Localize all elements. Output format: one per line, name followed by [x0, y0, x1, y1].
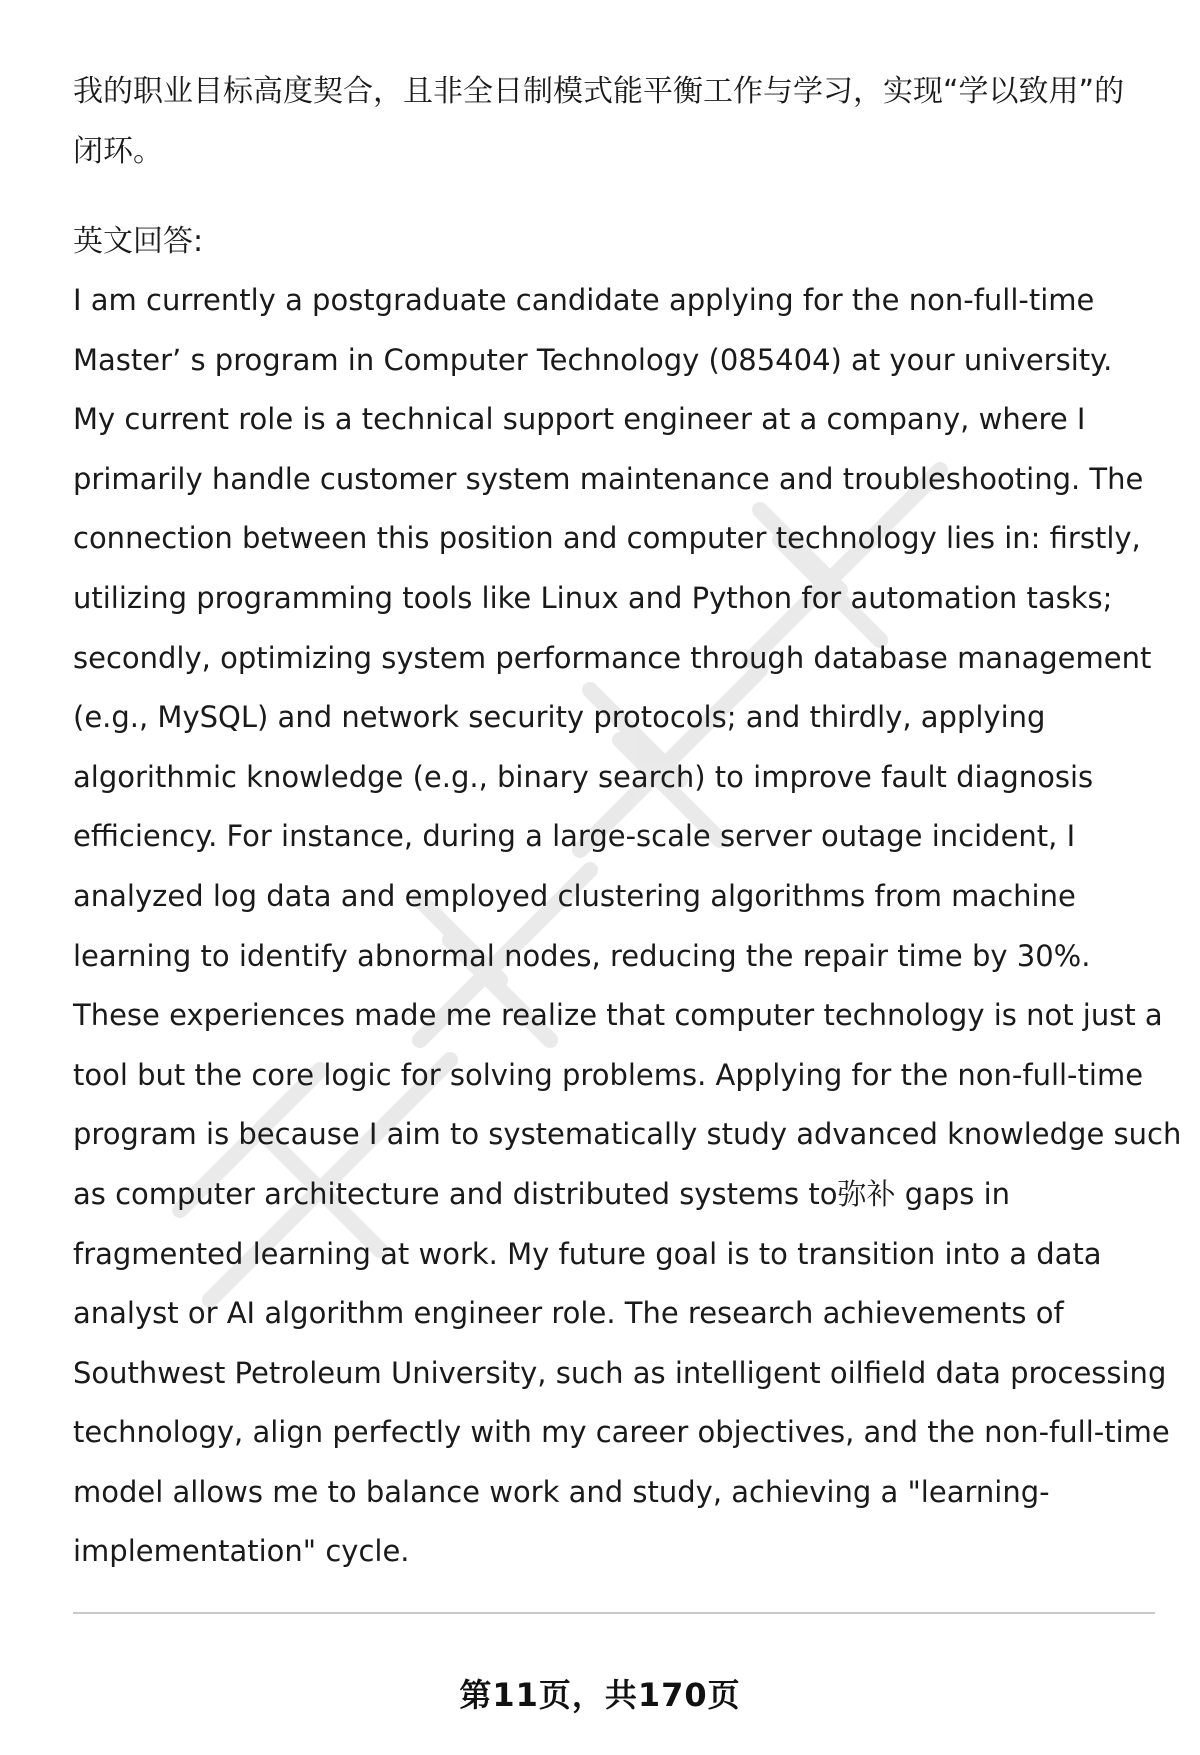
answer-line: implementation" cycle. — [73, 1534, 410, 1569]
answer-line: analyst or AI algorithm engineer role. The research achievements of — [73, 1296, 1064, 1331]
section-heading: 英文回答: — [73, 224, 204, 259]
intro-line: 闭环。 — [73, 134, 163, 169]
answer-line: fragmented learning at work. My future goal is to transition into a data — [73, 1236, 1102, 1271]
answer-line: model allows me to balance work and study, achieving a "learning- — [73, 1474, 1050, 1509]
answer-line: technology, align perfectly with my career objectives, and the non-full-time — [73, 1415, 1170, 1450]
answer-line: I am currently a postgraduate candidate applying for the non-full-time — [73, 283, 1095, 317]
answer-line: secondly, optimizing system performance through database management — [73, 640, 1152, 675]
intro-line: 我的职业目标高度契合，且非全日制模式能平衡工作与学习，实现“学以致用”的 — [73, 74, 1125, 109]
footer-divider — [73, 1612, 1155, 1614]
content-area — [73, 62, 1182, 1582]
answer-line: analyzed log data and employed clustering algorithms from machine — [73, 878, 1076, 913]
answer-line: program is because I aim to systematically study advanced knowledge such — [73, 1117, 1182, 1152]
intro-paragraph — [73, 62, 1153, 182]
english-answer — [73, 271, 1182, 1582]
answer-line: These experiences made me realize that computer technology is not just a — [73, 998, 1163, 1033]
answer-line: tool but the core logic for solving problems. Applying for the non-full-time — [73, 1057, 1144, 1092]
answer-line: Southwest Petroleum University, such as intelligent oilfield data processing — [73, 1355, 1167, 1390]
answer-line: learning to identify abnormal nodes, reducing the repair time by 30%. — [73, 938, 1091, 973]
answer-line: My current role is a technical support engineer at a company, where I — [73, 402, 1086, 437]
page-number: 第11页，共170页 — [459, 1676, 741, 1714]
answer-line: connection between this position and computer technology lies in: firstly, — [73, 521, 1141, 556]
answer-line: as computer architecture and distributed systems to弥补 gaps in — [73, 1176, 1011, 1211]
answer-line: (e.g., MySQL) and network security protocols; and thirdly, applying — [73, 700, 1046, 735]
answer-line: algorithmic knowledge (e.g., binary search) to improve fault diagnosis — [73, 759, 1094, 794]
answer-line: utilizing programming tools like Linux and Python for automation tasks; — [73, 580, 1113, 615]
answer-line: efficiency. For instance, during a large-scale server outage incident, I — [73, 819, 1076, 854]
answer-line: primarily handle customer system maintenance and troubleshooting. The — [73, 461, 1144, 496]
answer-line: Master’ s program in Computer Technology (085404) at your university. — [73, 342, 1113, 377]
